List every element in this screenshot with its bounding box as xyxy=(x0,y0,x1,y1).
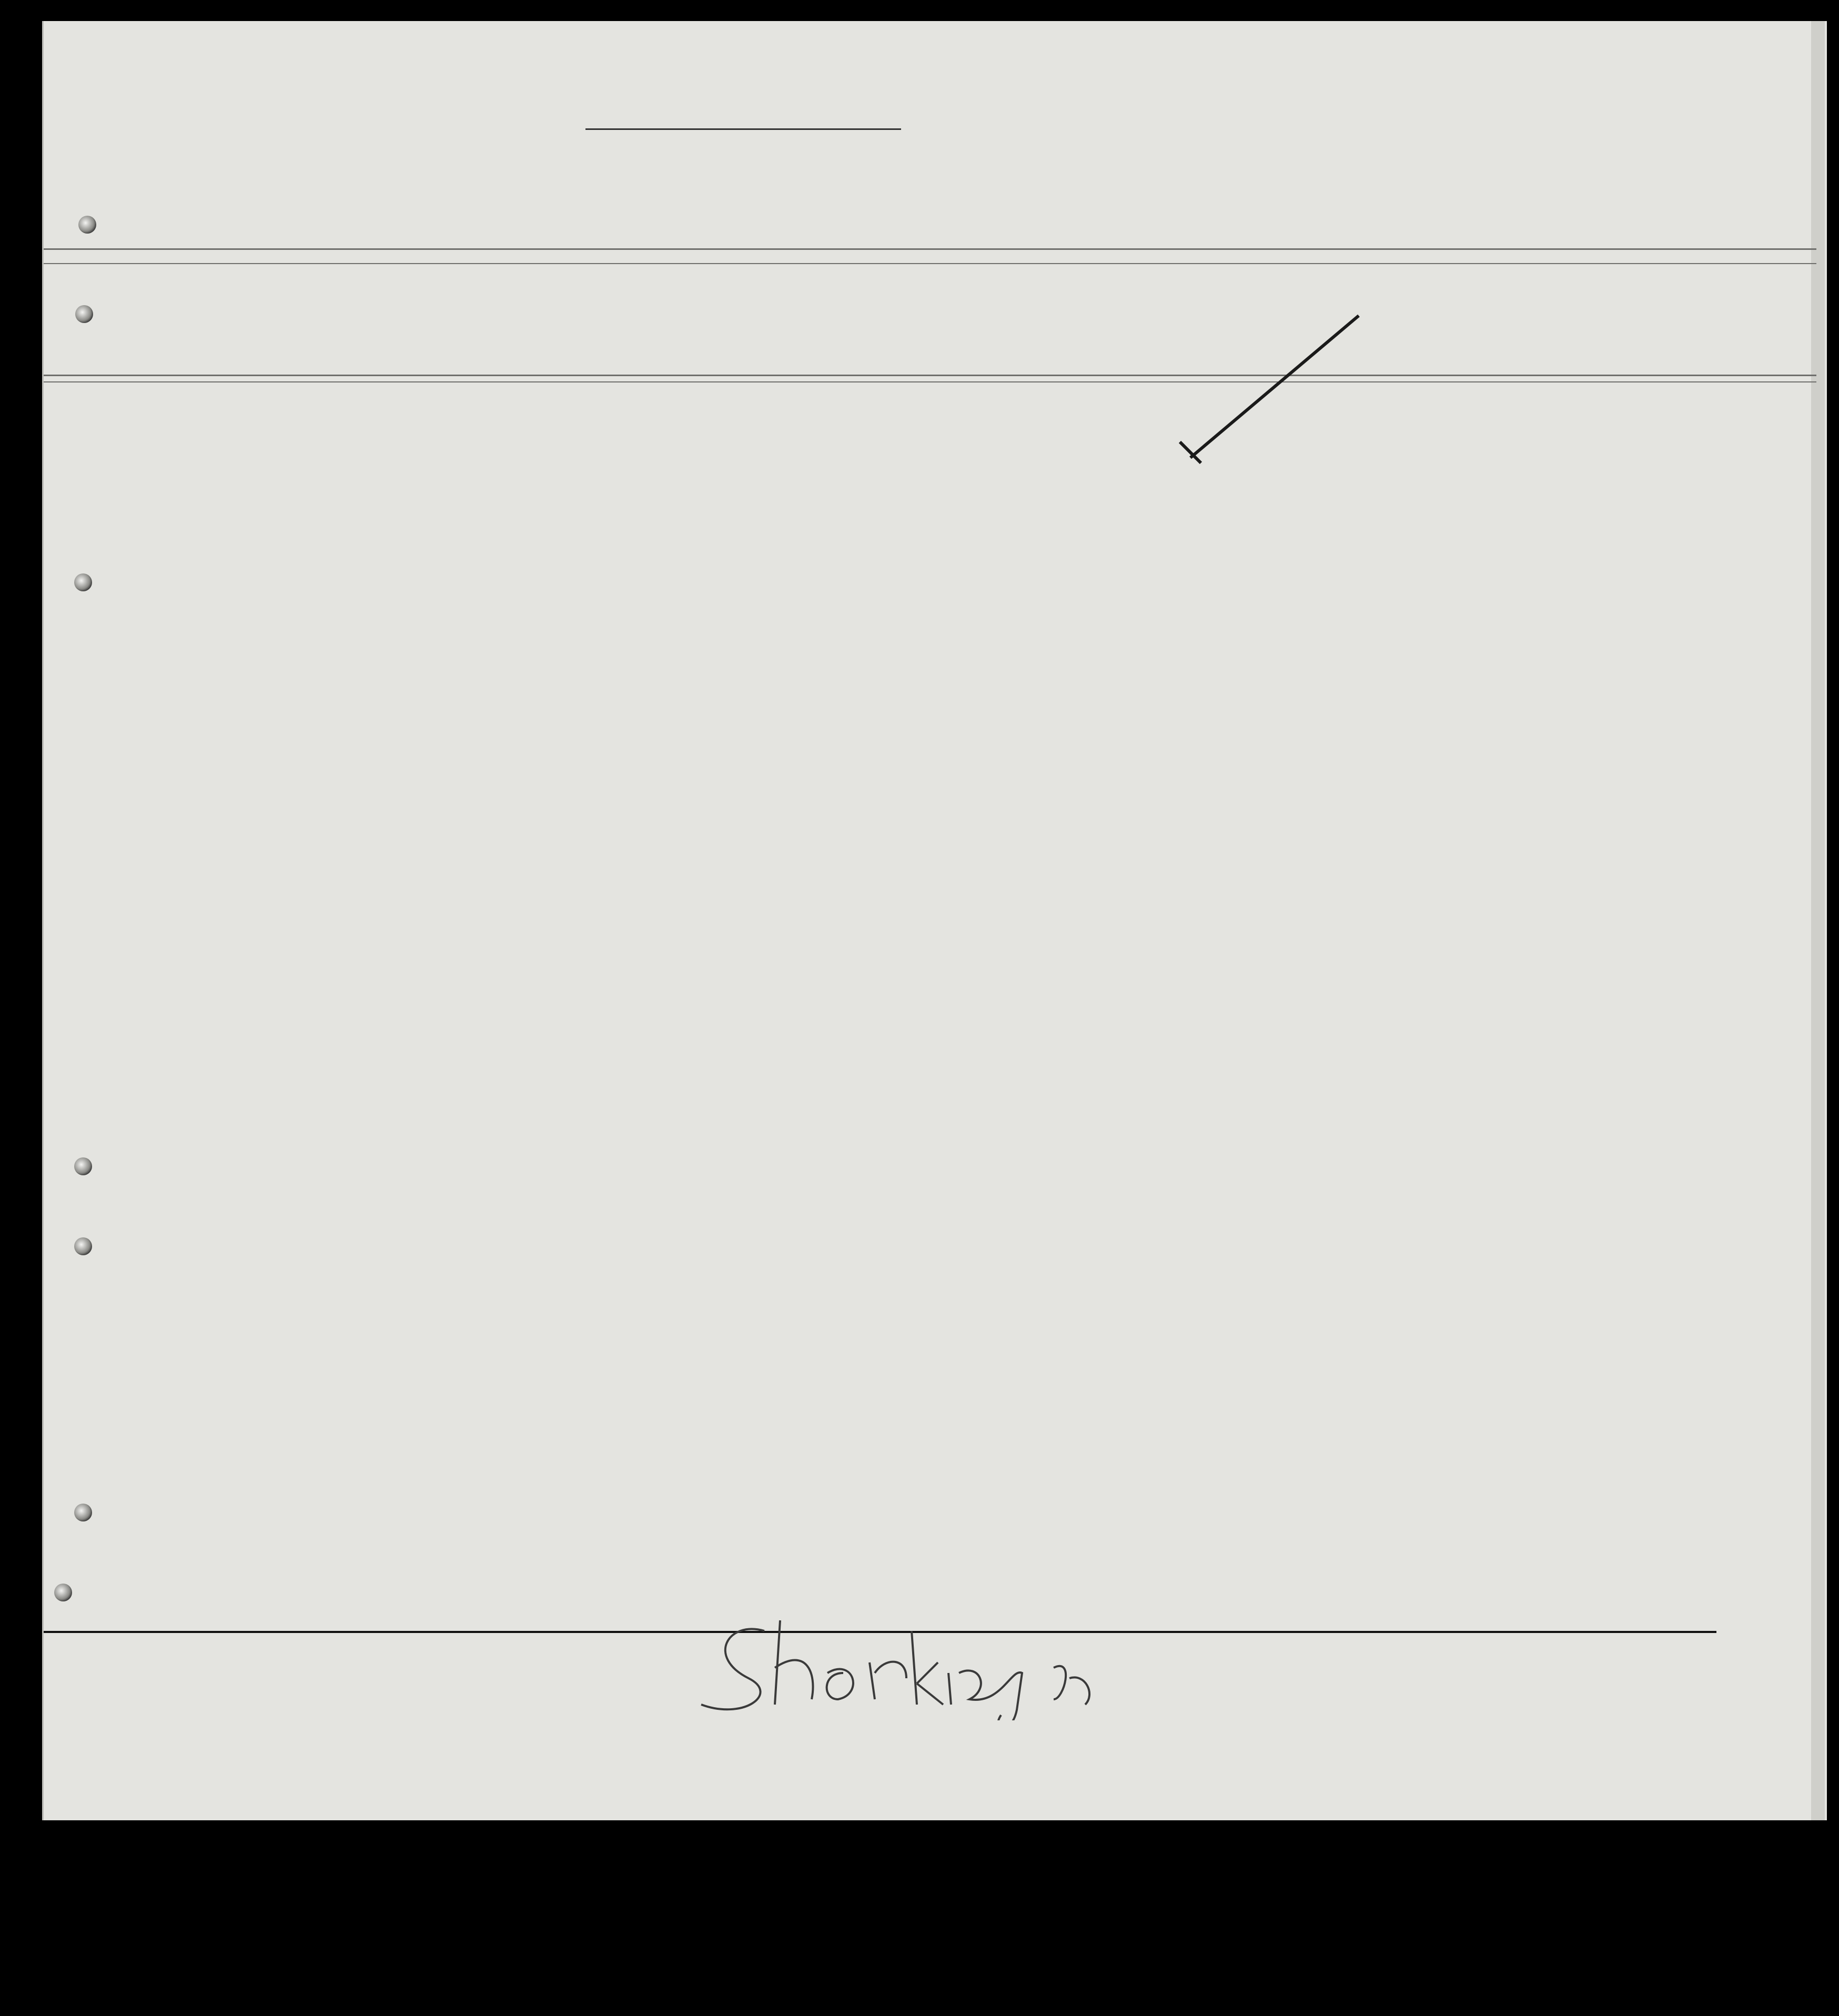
diagonal-stroke xyxy=(1190,316,1359,458)
inspector-signature xyxy=(685,1599,1159,1720)
handwritten-marks xyxy=(44,21,1827,1820)
manifest-sheet xyxy=(42,21,1827,1820)
